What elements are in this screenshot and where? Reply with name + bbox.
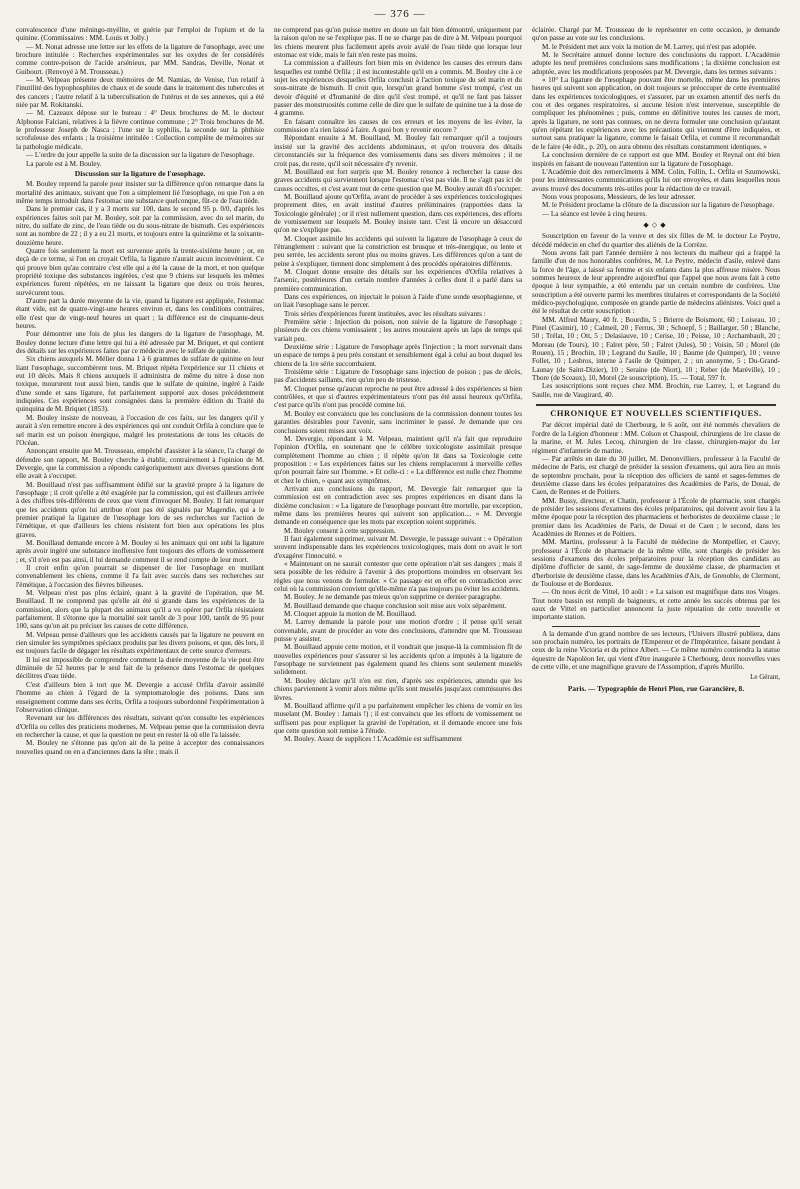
paragraph: Deuxième série : Ligature de l'œsophage après l'injection ; la mort survenait dans un espace de temps à peu près constant et sensiblement égal à celui au bout duquel les chiens de la 1re série succombaient.	[274, 343, 522, 368]
paragraph: — On nous écrit de Vittel, 10 août : « La saison est magnifique dans nos Vosges. Tout notre bassin est rempli de baigneurs, et cette année les succès obtenus par les eaux de Vittel en particulier annoncent la juste réputation de cette nouvelle et importante station.	[532, 588, 780, 622]
paragraph: M. Bouillaud demande que chaque conclusion soit mise aux voix séparément.	[284, 601, 507, 610]
paragraph: « 10° La ligature de l'œsophage pouvant être mortelle, même dans les premières heures qui suivent son application, on doit toujours se préoccuper de cette éventualité dans les expériences toxicologiques, et s'assurer, par un examen attentif des nerfs du cou et des organes respiratoires, si aucune lésion n'est intervenue, susceptible de compliquer les phénomènes ; puis, comme en définitive toutes les causes de mort, après la ligature, ne sont pas connues, on ne devra formuler une conclusion qu'autant qu'en répétant les expériences avec les précautions qui viennent d'être indiquées, et surtout sans pratiquer la ligature, comme le faisait Orfila, et comme il recommandait de le faire (4e édit., p. 20), on aura obtenu des résultats constamment identiques. »	[532, 76, 780, 151]
paragraph: M. Bouley. Assez de supplices ! L'Académie est suffisamment	[284, 735, 462, 744]
paragraph: Revenant sur les différences des résultats, suivant qu'on consulte les expériences d'Orfila ou celles des praticiens modernes, M. Velpeau pense que la commission devra en rechercher la cause, et que la question ne peut en rester là où elle l'a laissée.	[16, 714, 264, 739]
ornament-divider: ◆◇◆	[643, 220, 669, 229]
paragraph: M. Bouley reprend la parole pour insister sur la différence qu'on remarque dans la mortalité des animaux, suivant que l'on a simplement lié l'œsophage, ou que l'on a en même temps introduit dans l'estomac une substance quelconque, fût-ce de l'eau tiède.	[16, 180, 264, 205]
paragraph: Il faut également supprimer, suivant M. Devergie, le passage suivant : « Opération souvent indispensable dans les expériences toxicologiques, mais dont on avait le tort d'exagérer l'innocuité. »	[274, 534, 522, 560]
paragraph: Répondant ensuite à M. Bouillaud, M. Bouley fait remarquer qu'il a toujours insisté sur la gravité des accidents abdominaux, et qu'on trouvera des détails circonstanciés sur la fréquence des vomissements dans ses divers mémoires ; il ne croit pas, du reste, qu'il soit nécessaire d'y revenir.	[274, 134, 522, 168]
subscription-heading: Souscription en faveur de la veuve et des six filles de M. le docteur Le Peytre, décédé médecin en chef du quartier des aliénés de la Corrèze.	[532, 232, 780, 249]
section-rule	[536, 404, 776, 406]
paragraph: ne comprend pas qu'on puisse mettre en doute un fait bien démontré, uniquement par la raison qu'on ne se l'explique pas. Il ne se charge pas de dire à M. Velpeau pourquoi les chiens meurent plus facilement après avoir avalé de l'eau tiède que lorsque leur estomac est vide, mais le fait n'en reste pas moins.	[274, 26, 522, 60]
column-left	[16, 26, 264, 1176]
paragraph: M. Devergie, répondant à M. Velpeau, maintient qu'il n'a fait que reproduire l'opinion d'Orfila, en soutenant que le célèbre toxicologiste assimilait presque complètement l'homme au chien ; il répète qu'on lit dans sa Toxicologie cette proposition : « Les expériences faites sur les chiens remplaceront à merveille celles qu'on pourrait faire sur l'homme. » Et celle-ci : « La différence est nulle chez l'homme et chez le chien, » quant aux symptômes.	[274, 434, 522, 485]
paragraph: Il croit enfin qu'on pourrait se dispenser de lier l'œsophage en mutilant convenablement les chiens, comme il l'a fait avec succès dans ses recherches sur l'émétique, à l'occasion des fièvres bilieuses.	[16, 564, 264, 589]
paragraph: M. Bouley ne s'étonne pas qu'on ait de la peine à accepter des connaissances nouvelles quand on en a d'anciennes dans la tête ; mais il	[16, 739, 264, 756]
paragraph: MM. Bussy, directeur, et Chatin, professeur à l'École de pharmacie, sont chargés de présider les sessions d'examens des écoles préparatoires, qui doivent avoir lieu à la même époque pour la réception des pharmaciens et herboristes de deuxième classe ; le premier dans les Académies de Paris, de Douai et de Caen ; le second, dans les Académies de Rennes et de Poitiers.	[532, 496, 780, 538]
printer-imprint: Paris. — Typographie de Henri Plon, rue Garancière, 8.	[567, 683, 745, 693]
paragraph: M. Bouley est convaincu que les conclusions de la commission donnent toutes les garanties désirables pour l'avenir, sans incriminer le passé. Je demande que ces conclusions soient mises aux voix.	[274, 409, 522, 435]
paragraph: — Par arrêtés en date du 30 juillet, M. Denonvilliers, professeur à la Faculté de médecine de Paris, est chargé de présider la session d'examens, qui aura lieu au mois de septembre prochain, pour la réception des officiers de santé et sages-femmes de deuxième classe dans les écoles préparatoires des Académies de Paris, de Douai, de Caen, de Rennes et de Poitiers.	[532, 454, 780, 497]
column-right	[532, 26, 780, 1176]
paragraph: M. le Président proclame la clôture de la discussion sur la ligature de l'œsophage.	[542, 201, 775, 210]
paragraph: — M. Cazeaux dépose sur le bureau : 4° Deux brochures de M. le docteur Alphonse Falciani, relatives à la fièvre continue commune ; 2° Trois brochures de M. le professeur Joseph de Nasca ; l'une sur la syphilis, la seconde sur la phthisie scrofuleuse des enfants ; la troisième intitulée : Collection complète de mémoires sur la pathologie médicale.	[16, 109, 264, 151]
column-middle	[274, 26, 522, 1176]
paragraph: Il lui est impossible de comprendre comment la durée moyenne de la vie peut être diminuée de 52 heures par le seul fait de la présence dans l'estomac de quelques décilitres d'eau tiède.	[16, 655, 264, 681]
paragraph: M. Bouillaud demande encore à M. Bouley si les animaux qui ont subi la ligature après avoir ingéré une substance inoffensive font toujours des efforts de vomissement ; et, s'il n'en est pas ainsi, il lui demande comment il se rend compte de leur mort.	[16, 538, 264, 564]
divider	[552, 626, 760, 627]
section-title: CHRONIQUE ET NOUVELLES SCIENTIFIQUES.	[550, 409, 762, 419]
page-number: — 376 —	[374, 8, 426, 20]
paragraph: M. Velpeau pense d'ailleurs que les accidents causés par la ligature ne peuvent en rien simuler les symptômes spéciaux produits par les divers poisons, et que, dès lors, il est toujours facile de dégager les résultats expérimentaux de cette source d'erreurs.	[16, 630, 264, 656]
paragraph: M. Bouillaud n'est pas suffisamment édifié sur la gravité propre à la ligature de l'œsophage ; il croit qu'elle a été exagérée par la commission, qui est d'ailleurs arrivée à des chiffres très-différents de ceux que vient d'invoquer M. Bouley. Il fait remarquer que les accidents qu'on lui attribue n'ont pas été signalés par Magendie, qui a le premier pratiqué la ligature de l'œsophage lors de ses recherches sur l'action de l'émétique, et que d'ailleurs les chiens résistent fort bien aux opérations les plus graves.	[16, 480, 264, 539]
paragraph: M. Cloquet donne ensuite des détails sur les expériences d'Orfila relatives à l'arsenic, postérieures d'un certain nombre d'années à celles dont il a parlé dans sa première communication.	[274, 267, 522, 293]
paragraph: M. Bouley. Je ne demande pas mieux qu'on supprime ce dernier paragraphe.	[284, 593, 502, 602]
paragraph: M. Cloquet appuie la motion de M. Bouillaud.	[284, 610, 417, 619]
paragraph: Les souscriptions sont reçues chez MM. Brochin, rue Larrey, 1, et Legrand du Saulle, rue de Vaugirard, 40.	[532, 382, 780, 399]
paragraph: En faisant connaître les causes de ces erreurs et les moyens de les éviter, la commission n'a rien laissé à faire. A quoi bon y revenir encore ?	[274, 117, 522, 135]
paragraph: La conclusion dernière de ce rapport est que MM. Bouley et Reynal ont été bien inspirés en faisant de nouveau l'attention sur la ligature de l'œsophage.	[532, 151, 780, 168]
paragraph: Première série : Injection du poison, non suivie de la ligature de l'œsophage ; plusieurs de ces chiens vomissaient ; les autres mouraient après un laps de temps qui variait peu.	[274, 318, 522, 343]
paragraph: M. le Secrétaire annuel donne lecture des conclusions du rapport. L'Académie adopte les neuf premières conclusions sans modifications ; la dixième conclusion est adoptée, avec les modifications proposées par M. Devergie, dans les termes suivants :	[532, 51, 780, 76]
paragraph: Arrivant aux conclusions du rapport, M. Devergie fait remarquer que la commission est en contradiction avec ses propres expériences en disant dans la dixième conclusion : « La ligature de l'œsophage pouvant être mortelle, par exception, même dans les premières heures qui suivent son application.... » M. Devergie demande en conséquence que les mots par exception soient supprimés.	[274, 484, 522, 527]
paragraph: M. Velpeau n'est pas plus éclairé, quant à la gravité de l'opération, que M. Bouillaud. Il ne comprend pas qu'elle ait été si grande dans les expériences de la commission, alors que la plupart des animaux qu'il a vu opérer par Orfila résistaient parfaitement. Il s'étonne que la mortalité soit tantôt de 3 pour 100, tantôt de 95 pour 100, sans qu'on ait pu préciser les causes de cette différence.	[16, 589, 264, 631]
paragraph: M. Bouillaud ajoute qu'Orfila, avant de procéder à ses expériences toxicologiques proprement dites, en avait institué d'autres préliminaires (rapportées dans la Toxicologie générale) ; or il n'est nullement question, dans ces expériences, des efforts de vomissement sur lesquels M. Bouley insiste tant. C'est là encore un désaccord qu'on ne s'explique pas.	[274, 192, 522, 235]
paragraph: La parole est à M. Bouley.	[26, 159, 102, 168]
signature: Le Gérant,	[750, 673, 780, 682]
paragraph: M. Bouillaud est fort surpris que M. Bouley renonce à rechercher la cause des graves accidents qui surviennent lorsque l'estomac n'est pas vide. Il ne s'agit pas ici de causes occultes, et c'est avant tout de cette question que M. Bouley aurait dû s'occuper.	[274, 167, 522, 193]
paragraph: L'Académie doit des remercîments à MM. Colin, Follin, L. Orfila et Szumowski, pour les intéressantes communications qu'ils lui ont envoyées, et dans lesquelles nous avons trouvé des documents très-utiles pour la rédaction de ce travail.	[532, 167, 780, 193]
paragraph: convalescence d'une méningo-myélite, et guérie par l'emploi de l'opium et de la quinine. (Commissaires : MM. Louis et Jolly.)	[16, 26, 264, 43]
paragraph: Trois séries d'expériences furent instituées, avec les résultats suivants :	[284, 309, 486, 318]
paragraph: M. Bouillaud affirme qu'il a pu parfaitement empêcher les chiens de vomir en les muselant (M. Bouley : Jamais !) ; il est convaincu que les efforts de vomissement ne suffisent pas pour expliquer la gravité de l'opération, et il demande encore une fois que cette question soit remise à l'étude.	[274, 701, 522, 735]
paragraph: — La séance est levée à cinq heures.	[542, 209, 648, 218]
paragraph: Nous avons fait part l'année dernière à nos lecteurs du malheur qui a frappé la famille d'un de nos honorables confrères, M. Le Peytre, médecin d'asile, enlevé dans la force de l'âge, a laissé sa femme et six enfants dans la plus affreuse misère. Nous sommes heureux de leur apprendre aujourd'hui que l'appel que nous avons fait à cette époque à leur sympathie, a été entendu par un certain nombre de confrères. Une souscription a été ouverte parmi les membres titulaires et correspondants de la Société médico-psychologique, composée en grande partie de médecins aliénistes. Voici quel a été le résultat de cette souscription :	[532, 248, 780, 316]
paragraph: — M. Nonat adresse une lettre sur les effets de la ligature de l'œsophage, avec une brochure intitulée : Recherches expérimentales sur les oxydes de fer considérés comme contre-poison de l'acide arsénieux, par MM. Sandras, Deville, Nonat et Guibourt. (Renvoyé à M. Trousseau.)	[16, 42, 264, 76]
paragraph: M. Bouley consent à cette suppression.	[284, 526, 396, 535]
paragraph: D'autre part la durée moyenne de la vie, quand la ligature est appliquée, l'estomac étant vide, est de quatre-vingt-une heures environ et, dans les conditions contraires, elle n'est que de vingt-neuf heures un quart ; la différence est de cinquante-deux heures.	[16, 297, 264, 331]
paragraph: M. Bouley insiste de nouveau, à l'occasion de ces faits, sur les dangers qu'il y aurait à s'en remettre encore à des expériences qui ont conduit Orfila à conclure que le sel marin est un poison énergique, malgré les protestations de tous les cétacés de l'Océan.	[16, 413, 264, 447]
paragraph: Par décret impérial daté de Cherbourg, le 6 août, ont été nommés chevaliers de l'ordre de la Légion d'honneur : MM. Colson et Chaspoul, chirurgiens de 1re classe de la marine, et M. Jules Lecoq, chirurgien de 1re classe, chirurgien-major du 1er régiment d'infanterie de marine.	[532, 421, 780, 455]
paragraph: Dans le premier cas, il y a 3 morts sur 100, dans le second 95 p. 0/0, d'après les expériences faites soit par M. Bouley, soit par la commission, avec du sel marin, du nitre, du sulfate de zinc, de l'eau tiède ou du sous-nitrate de bismuth. Ces expériences sont au nombre de 22 ; il y a eu 21 morts, et toujours entre la quinzième et la soixante-douzième heure.	[16, 205, 264, 247]
discussion-heading: Discussion sur la ligature de l'œsophage.	[74, 168, 206, 178]
paragraph: M. le Président met aux voix la motion de M. Larrey, qui n'est pas adoptée.	[542, 42, 757, 51]
paragraph: Quatre fois seulement la mort est survenue après la trente-sixième heure ; or, en deçà de ce terme, si l'on en croyait Orfila, la ligature n'aurait aucun inconvénient. Ce qui prouve bien qu'au contraire c'est elle qui a été la cause de la mort, et non quelque propriété toxique des substances ingérées, c'est que 9 chiens sur lesquels les mêmes expériences furent répétées, en ne laissant la ligature que deux ou trois heures, survécurent tous.	[16, 246, 264, 297]
paragraph: Nous vous proposons, Messieurs, de les leur adresser.	[542, 192, 696, 201]
paragraph: C'est d'ailleurs bien à tort que M. Devergie a accusé Orfila d'avoir assimilé l'homme au chien à l'égard de la symptomatologie des poisons. Dans son enseignement comme dans ses écrits, Orfila a toujours subordonné l'expérimentation à l'observation clinique.	[16, 680, 264, 714]
paragraph: éclairée. Chargé par M. Trousseau de le représenter en cette occasion, je demande qu'on passe au vote sur les conclusions.	[532, 26, 780, 43]
paragraph: MM. Martins, professeur à la Faculté de médecine de Montpellier, et Cauvy, professeur à l'École de pharmacie de la même ville, sont chargés de présider les sessions d'examens des écoles préparatoires pour la réception des candidats au diplôme d'officier de santé, de sage-femme de deuxième classe, de pharmacien et d'herboriste de deuxième classe, dans les Académies d'Aix, de Grenoble, de Clermont, de Toulouse et de Bordeaux.	[532, 538, 780, 588]
paragraph: La commission a d'ailleurs fort bien mis en évidence les causes des erreurs dans lesquelles est tombé Orfila ; il est incontestable qu'il en a commis. M. Bouley cite à ce sujet les expériences desquelles Orfila conclusit à l'action toxique du sel marin et du sous-nitrate de bismuth. Il croit que, lorsqu'un grand homme s'est trompé, c'est un devoir d'équité et d'humanité de dire qu'il s'est trompé, et qu'il ne faut pas laisser passer des monstruosités comme celle de dire que le sulfate de quinine tue à la dose de 4 gramme.	[274, 59, 522, 118]
paragraph: Troisième série : Ligature de l'œsophage sans injection de poison ; pas de décès, pas d'accidents saillants, rien qu'un peu de tristesse.	[274, 368, 522, 385]
paragraph: M. Bouley déclare qu'il n'en est rien, d'après ses expériences, attendu que les chiens parviennent à vomir alors même qu'ils sont muselés jusqu'aux commissures des lèvres.	[274, 676, 522, 702]
paragraph: M. Cloquet pense qu'aucun reproche ne peut être adressé à des expériences si bien contrôlées, et que si d'autres expérimentateurs n'ont pas été aussi heureux qu'Orfila, c'est parce qu'ils n'ont pas procédé comme lui.	[274, 384, 522, 410]
paragraph: Annonçant ensuite que M. Trousseau, empêché d'assister à la séance, l'a chargé de défendre son rapport, M. Bouley cherche à établir, contrairement à l'opinion de M. Devergie, que la commission a répondu catégoriquement aux diverses questions dont elle avait à s'occuper.	[16, 447, 264, 481]
paragraph: Six chiens auxquels M. Mélier donna 1 à 6 grammes de sulfate de quinine en leur liant l'œsophage, succombèrent tous. M. Briquet répéta l'expérience sur 11 chiens et eut 10 décès. Mais 8 chiens auxquels il administra de même du nitre à dose non toxique, moururent tout aussi bien, tandis que le sulfate de quinine, ingéré à l'aide d'une sonde et sans ligature, fut parfaitement supporté aux doses précédemment indiquées. Ces expériences sont consignées dans la première édition du Traité du quinquina de M. Briquet (1853).	[16, 355, 264, 414]
paragraph: « Maintenant on ne saurait contester que cette opération n'ait ses dangers ; mais il sera possible de les réduire à l'avenir à des proportions moindres en observant les règles que nous venons de formuler. » Ce passage est en effet en contradiction avec celui où la commission convient qu'elle-même n'a pas toujours pu éviter les accidents.	[274, 560, 522, 594]
paragraph: — M. Velpeau présente deux mémoires de M. Namias, de Venise, l'un relatif à l'inutilité des hypophosphites de chaux et de soude dans le traitement des tubercules et des cancers ; l'autre relatif à la tuberculisation de l'utérus et de ses annexes, qui a été niée par M. Rokitanski.	[16, 76, 264, 110]
paragraph: — L'ordre du jour appelle la suite de la discussion sur la ligature de l'œsophage.	[26, 151, 255, 160]
paragraph: A la demande d'un grand nombre de ses lecteurs, l'Univers illustré publiera, dans son prochain numéro, les portraits de l'Empereur et de l'Impératrice, faisant pendant à ceux de la reine Victoria et du prince Albert. — Ce même numéro contiendra la statue équestre de Napoléon Ier, qui vient d'être inaugurée à Cherbourg, deux nouvelles vues de cette ville, et une magnifique gravure de l'Assomption, d'après Murillo.	[532, 629, 780, 672]
paragraph: Dans ces expériences, on injectait le poison à l'aide d'une sonde œsophagienne, et on liait l'œsophage sans le percer.	[274, 293, 522, 310]
paragraph: M. Larrey demande la parole pour une motion d'ordre ; il pense qu'il serait convenable, avant de procéder au vote des conclusions, d'attendre que M. Trousseau puisse y assister.	[274, 618, 522, 644]
paragraph: Pour démontrer une fois de plus les dangers de la ligature de l'œsophage, M. Bouley donne lecture d'une lettre qui lui a été adressée par M. Briquet, et qui contient des détails sur les expériences faites par ce médecin avec le sulfate de quinine.	[16, 330, 264, 356]
paragraph: M. Cloquet assimile les accidents qui suivent la ligature de l'œsophage à ceux de l'étranglement : suivant que la constriction est brusque et très-énergique, ou lente et peu serrée, les accidents seront plus ou moins graves. Les différences qu'on a tant de peine à s'expliquer, tiennent donc simplement à des procédés opératoires différents.	[274, 234, 522, 268]
paragraph: MM. Alfred Maury, 40 fr. ; Bourdin, 5 ; Brierre de Boismont, 60 ; Loiseau, 10 ; Pinel (Casimir), 10 ; Calmeil, 20 ; Ferrus, 30 ; Schoepf, 5 ; Baillarger, 50 ; Blanche, 50 ; Trélat, 10 ; Ott, 5 ; Delasiauve, 10 ; Cerise, 10 ; Peisse, 10 ; Archambault, 20 ; Moreau (de Tours), 10 ; Falret père, 50 ; Falret (Jules), 50 ; Voisin, 50 ; Morel (de Rouen), 15 ; Brochin, 10 ; Legrand du Saulle, 10 ; Baume (de Quimper), 10 ; veuve Follet, 10 ; Lesbros, interne à l'asile de Quimper, 2 ; un anonyme, 5 ; Du-Grand-Launay (de Saint-Dizier), 10 ; Seraine (de Niort), 10 ; Reber (de Maréville), 10 ; Thore (de Sceaux), 10, Morel (2e souscription), 15. — Total, 597 fr.	[532, 315, 780, 383]
paragraph: M. Bouillaud appuie cette motion, et il voudrait que jusque-là la commission fît de nouvelles expériences pour s'assurer si les accidents qu'on a imputés à la ligature de l'œsophage ne surviennent pas également quand les chiens sont seulement muselés solidement.	[274, 643, 522, 677]
